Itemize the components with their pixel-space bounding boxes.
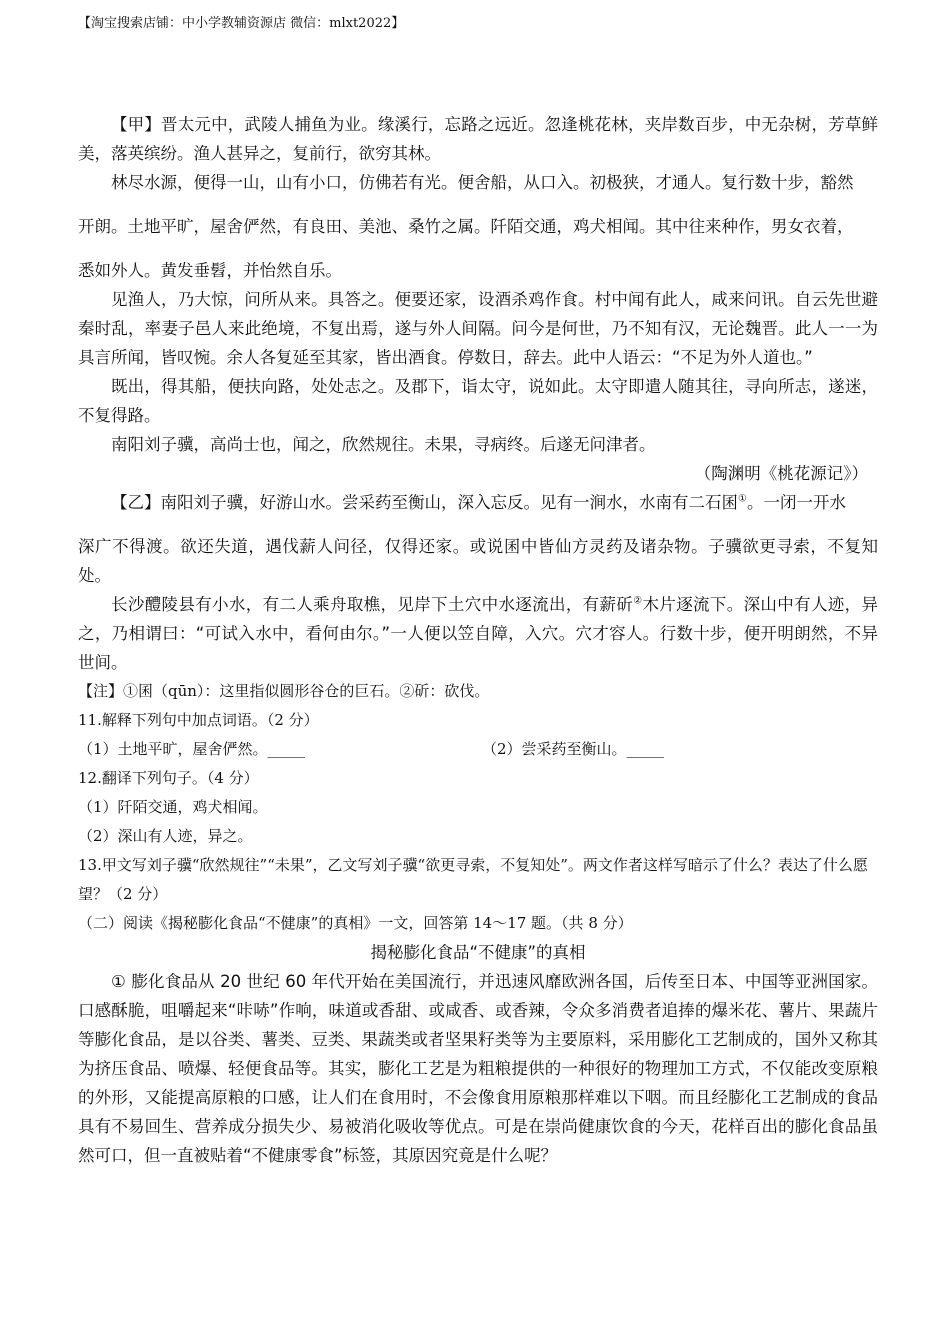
jia-paragraph-2a: 林尽水源，便得一山，山有小口，仿佛若有光。便舍船，从口入。初极狭，才通人。复行数十步，豁然 — [111, 173, 854, 192]
yi-p2a-text: 长沙醴陵县有小水，有二人乘舟取樵，见岸下土穴中水逐流出，有薪斫 — [111, 595, 634, 614]
annotation-note: 【注】①囷（qūn）：这里指似圆形谷仓的巨石。②斫：砍伐。 — [78, 682, 490, 700]
question-12-item-2: （2）深山有人迹，异之。 — [78, 827, 253, 845]
question-11-item-1: （1）土地平旷，屋舍俨然。_____ — [78, 740, 306, 758]
article-title: 揭秘膨化食品“不健康”的真相 — [370, 943, 586, 962]
question-12-item-1: （1）阡陌交通，鸡犬相闻。 — [78, 798, 268, 816]
jia-source: （陶渊明《桃花源记》） — [694, 464, 868, 483]
question-11-items — [78, 735, 878, 764]
yi-paragraph-1a — [78, 488, 878, 517]
yi-p2a-end: 木片逐流下。深山中有人迹，异之，乃相谓曰：“可试入水中，看何由尔。”一人便以笠自障，入穴。穴才容人。行数十步，便开明朗然，不异世间。 — [78, 595, 879, 672]
jia-paragraph-1: 【甲】晋太元中，武陵人捕鱼为业。缘溪行，忘路之远近。忽逢桃花林，夹岸数百步，中无杂树，芳草鲜美，落英缤纷。渔人甚异之，复前行，欲穷其林。 — [78, 115, 878, 163]
article-paragraph-1: ① 膨化食品从 20 世纪 60 年代开始在美国流行，并迅速风靡欧洲各国，后传至日本、中国等亚洲国家。口感酥脆，咀嚼起来“咔哧”作响，味道或香甜、或咸香、或香辣，令众多消费者追捧的爆米花、薯片、果蔬片等膨化食品，是以谷类、薯类、豆类、果蔬类或者坚果籽类等为主要原料，采用膨化工艺制成的，国外又称其为挤压食品、喷爆、轻便食品等。其实，膨化工艺是为粗粮提供的一种很好的物理加工方式，不仅能改变原粮的外形，又能提高原粮的口感，让人们在食用时，不会像食用原粮那样难以下咽。而且经膨化工艺制成的食品具有不易回生、营养成分损失少、易被消化吸收等优点。可是在崇尚健康饮食的今天，花样百出的膨化食品虽然可口，但一直被贴着“不健康零食”标签，其原因究竟是什么呢？ — [78, 972, 878, 1165]
question-12: 12.翻译下列句子。（4 分） — [78, 769, 259, 787]
jia-paragraph-2c: 悉如外人。黄发垂髫，并怡然自乐。 — [78, 261, 342, 280]
jia-paragraph-4: 既出，得其船，便扶向路，处处志之。及郡下，诣太守，说如此。太守即遣人随其往，寻向所志，遂迷，不复得路。 — [78, 377, 878, 425]
section-2-heading: （二）阅读《揭秘膨化食品“不健康”的真相》一文，回答第 14～17 题。（共 8 分） — [78, 914, 633, 932]
jia-paragraph-5: 南阳刘子骥，高尚士也，闻之，欣然规往。未果，寻病终。后遂无问津者。 — [111, 435, 656, 454]
yi-p1a-text: 【乙】南阳刘子骥，好游山水。尝采药至衡山，深入忘反。见有一涧水，水南有二石囷 — [111, 493, 738, 512]
yi-p1a-end: 。一闭一开水 — [746, 493, 846, 512]
question-11: 11.解释下列句中加点词语。（2 分） — [78, 711, 319, 729]
question-13: 13.甲文写刘子骥“欣然规往”“未果”，乙文写刘子骥“欲更寻索，不复知处”。两文作者这样写暗示了什么？表达了什么愿望？（2 分） — [78, 856, 868, 903]
footnote-1-mark: ① — [738, 493, 747, 505]
jia-paragraph-2b: 开朗。土地平旷，屋舍俨然，有良田、美池、桑竹之属。阡陌交通，鸡犬相闻。其中往来种作，男女衣着， — [78, 217, 854, 236]
yi-paragraph-1b: 深广不得渡。欲还失道，遇伐薪人问径，仅得还家。或说囷中皆仙方灵药及诸杂物。子骥欲更寻索，不复知处。 — [78, 537, 878, 585]
jia-paragraph-3: 见渔人，乃大惊，问所从来。具答之。便要还家，设酒杀鸡作食。村中闻有此人，咸来问讯。自云先世避秦时乱，率妻子邑人来此绝境，不复出焉，遂与外人间隔。问今是何世，乃不知有汉，无论魏晋。此人一一为具言所闻，皆叹惋。余人各复延至其家，皆出酒食。停数日，辞去。此中人语云：“不足为外人道也。” — [78, 290, 878, 367]
yi-paragraph-2 — [78, 590, 878, 677]
footnote-2-mark: ② — [633, 595, 643, 607]
question-11-item-2: （2）尝采药至衡山。_____ — [482, 740, 665, 758]
document-body — [78, 110, 878, 1170]
page-header: 【淘宝搜索店铺：中小学教辅资源店 微信：mlxt2022】 — [78, 16, 405, 31]
